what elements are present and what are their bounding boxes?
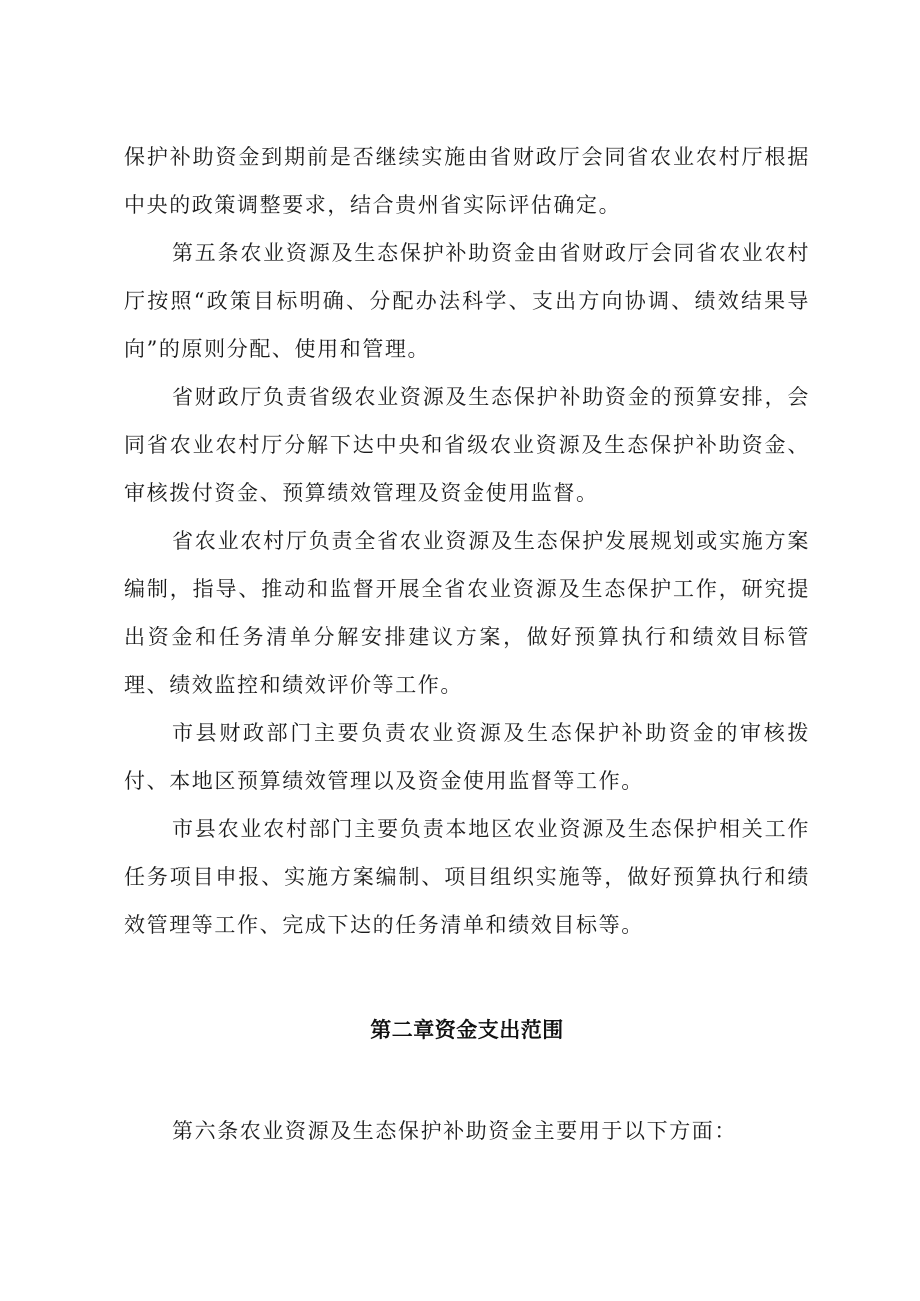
paragraph-provincial-agriculture: 省农业农村厅负责全省农业资源及生态保护发展规划或实施方案编制，指导、推动和监督开展全省农业资源及生态保护工作，研究提出资金和任务清单分解安排建议方案，做好预算执行和绩效目标管理、绩效监控和绩效评价等工作。: [124, 529, 810, 697]
paragraph-city-agriculture: 市县农业农村部门主要负责本地区农业资源及生态保护相关工作任务项目申报、实施方案编制、项目组织实施等，做好预算执行和绩效管理等工作、完成下达的任务清单和绩效目标等。: [124, 817, 810, 937]
paragraph-article-5: 第五条农业资源及生态保护补助资金由省财政厅会同省农业农村厅按照“政策目标明确、分配办法科学、支出方向协调、绩效结果导向”的原则分配、使用和管理。: [124, 241, 810, 361]
chapter-heading: 第二章资金支出范围: [370, 1018, 564, 1042]
paragraph-city-finance: 市县财政部门主要负责农业资源及生态保护补助资金的审核拨付、本地区预算绩效管理以及资金使用监督等工作。: [124, 721, 810, 793]
paragraph-article-6: 第六条农业资源及生态保护补助资金主要用于以下方面：: [172, 1119, 737, 1143]
paragraph-continuation: 保护补助资金到期前是否继续实施由省财政厅会同省农业农村厅根据中央的政策调整要求，结合贵州省实际评估确定。: [124, 145, 810, 217]
paragraph-provincial-finance: 省财政厅负责省级农业资源及生态保护补助资金的预算安排，会同省农业农村厅分解下达中央和省级农业资源及生态保护补助资金、审核拨付资金、预算绩效管理及资金使用监督。: [124, 385, 810, 505]
document-body: [124, 133, 810, 1155]
